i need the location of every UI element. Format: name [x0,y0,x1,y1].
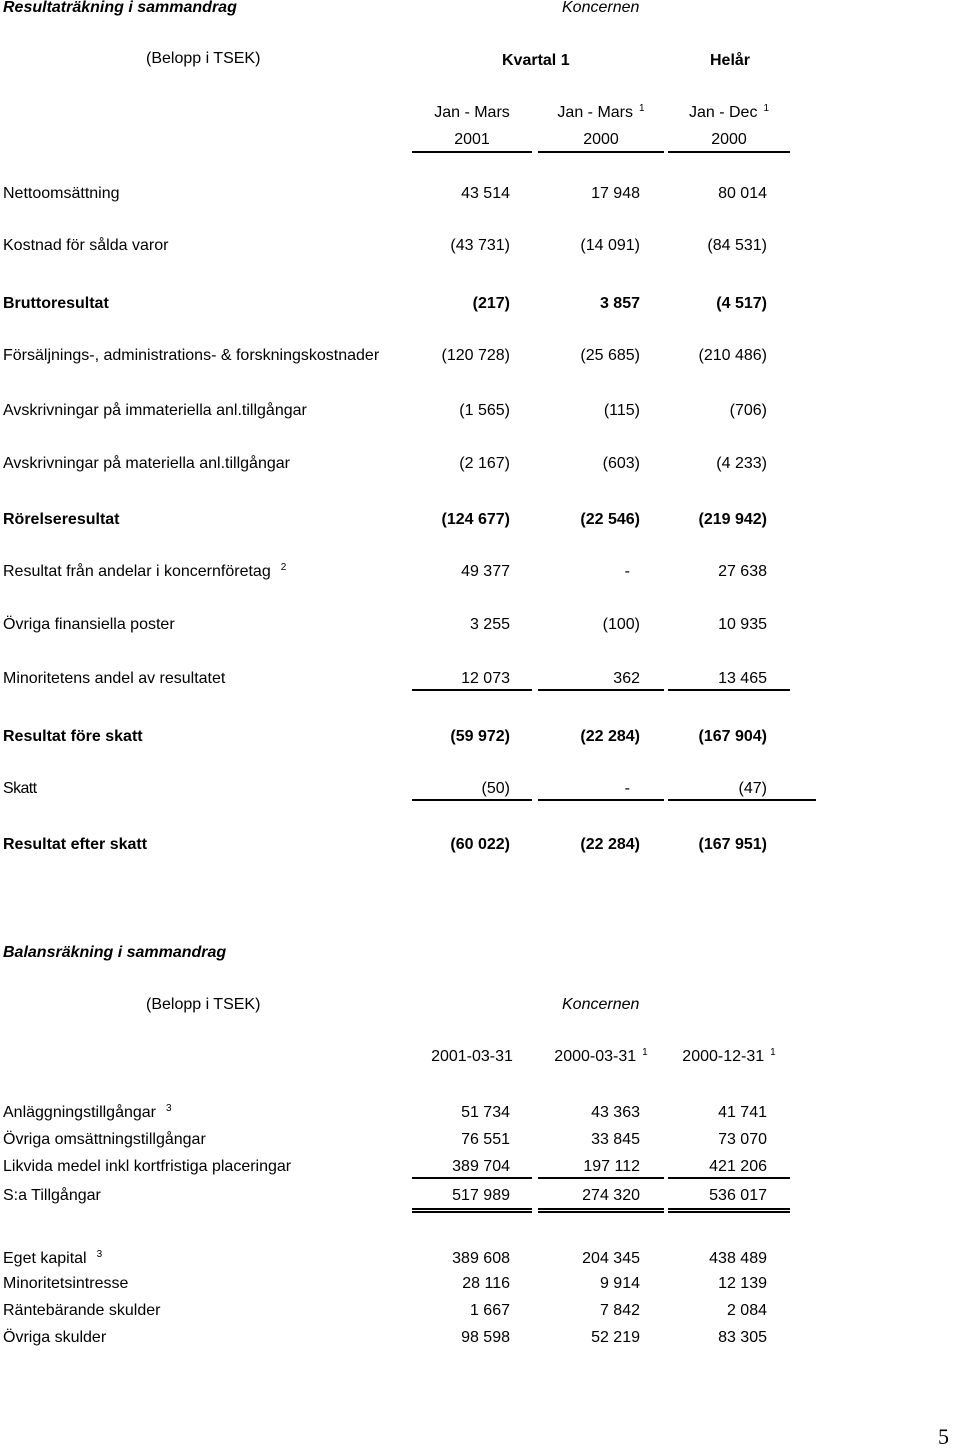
total-double-underline-2 [538,1208,664,1213]
col-head-year-3: 2000 [711,131,747,148]
assets-underline-3 [668,1177,790,1179]
balance-group-label: Koncernen [562,996,640,1013]
income-unit-label: (Belopp i TSEK) [146,50,261,67]
header-underline-2 [538,151,664,153]
kvartal-header: Kvartal 1 [502,52,570,69]
assets-underline-1 [412,1177,532,1179]
tax-underline-1 [412,799,532,801]
col-head-year-2: 2000 [583,131,619,148]
subtotal-underline-3 [668,689,790,691]
col-head-period-1: Jan - Mars [434,104,510,121]
page-number: 5 [938,1424,949,1449]
tax-underline-2 [538,799,664,801]
assets-underline-2 [538,1177,664,1179]
col-head-period-2: Jan - Mars $^1$ [557,103,645,121]
header-underline-3 [668,151,790,153]
helar-header: Helår [710,52,751,69]
income-group-label: Koncernen [562,0,640,16]
col-head-period-3: Jan - Dec $^1$ [688,103,770,121]
header-underline-1 [412,151,532,153]
balance-col-head-2: 2000-03-31 $^1$ [554,1047,648,1065]
subtotal-underline-1 [412,689,532,691]
balance-unit-label: (Belopp i TSEK) [146,996,261,1013]
total-double-underline-1 [412,1208,532,1213]
subtotal-underline-2 [538,689,664,691]
balance-col-head-1: 2001-03-31 [431,1048,513,1065]
balance-col-head-3: 2000-12-31 $^1$ [682,1047,776,1065]
income-title: Resultaträkning i sammandrag [3,0,237,16]
col-head-year-1: 2001 [454,131,490,148]
balance-title: Balansräkning i sammandrag [3,944,227,961]
tax-underline-3 [668,799,816,801]
total-double-underline-3 [668,1208,790,1213]
